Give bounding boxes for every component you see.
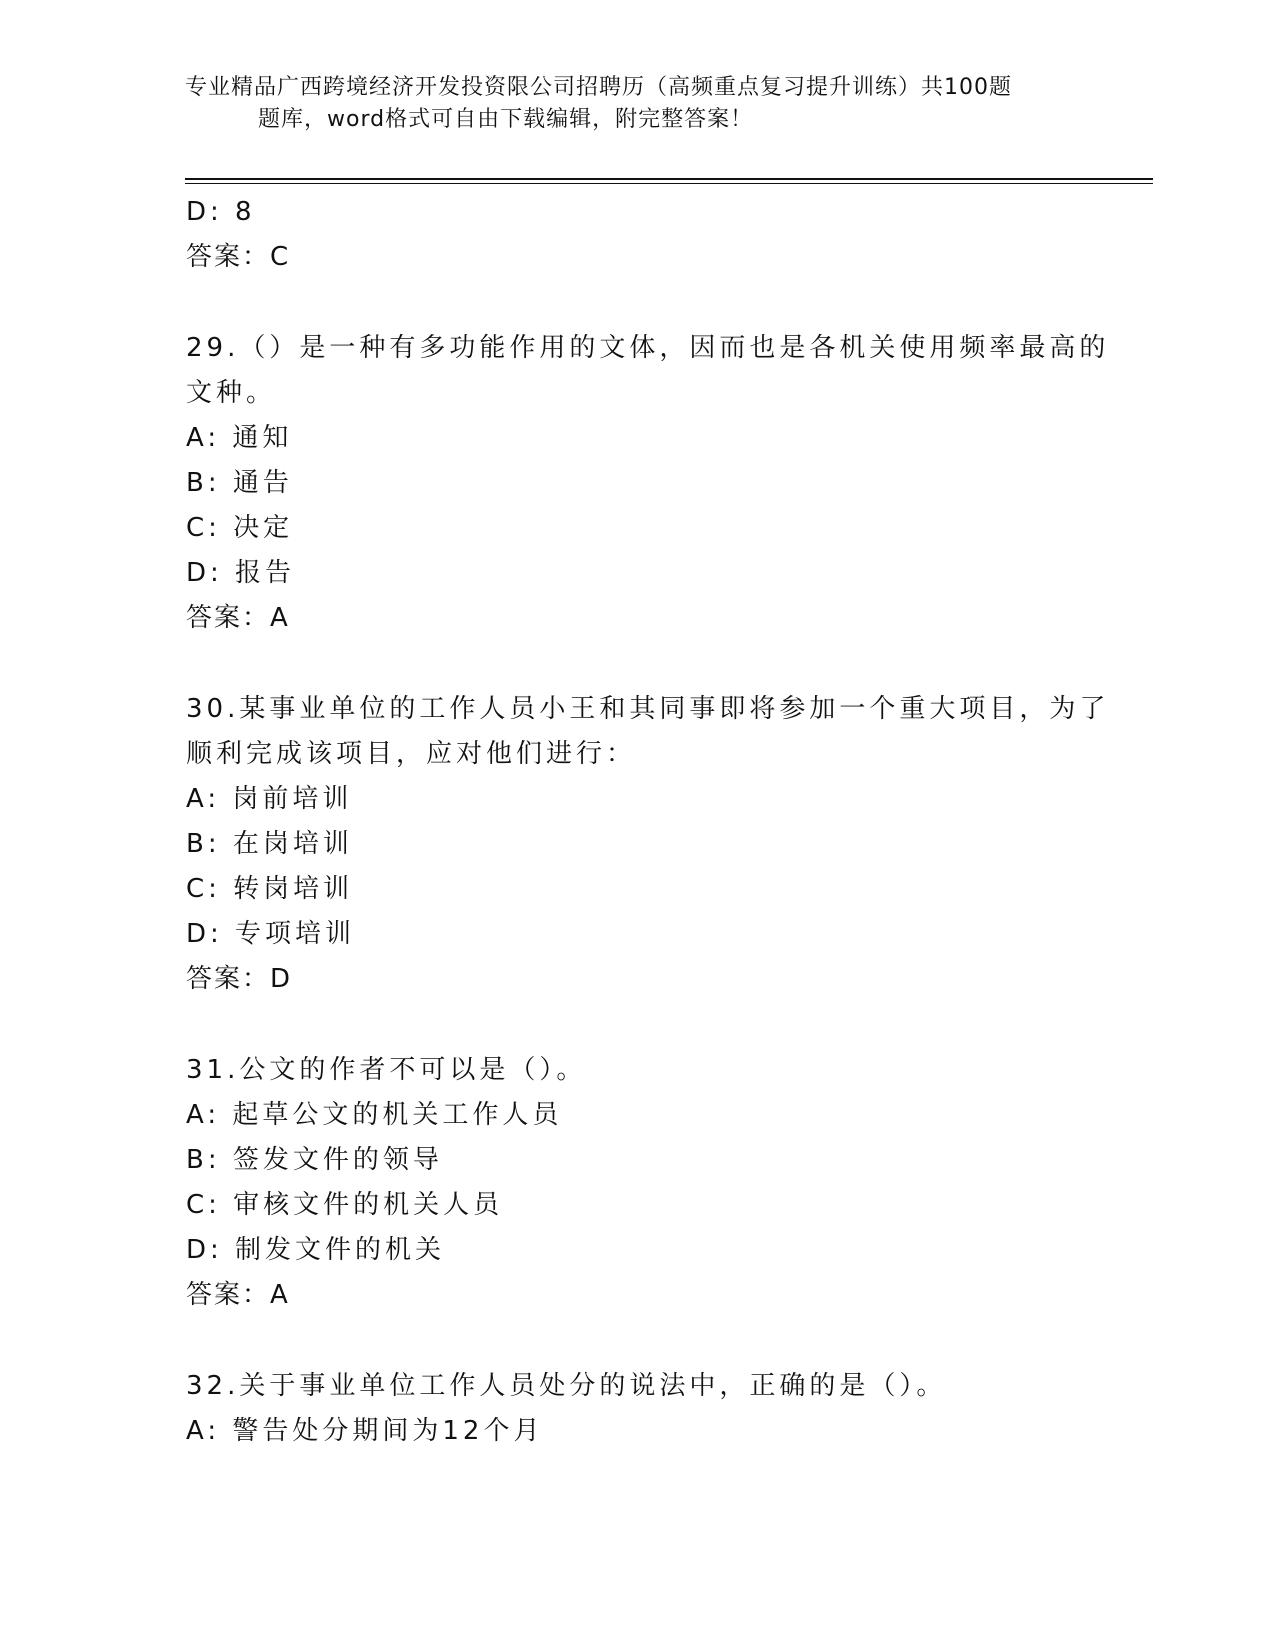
option-c: C: 转岗培训	[186, 874, 354, 904]
option-a: A: 岗前培训	[186, 784, 353, 814]
spacer	[186, 1318, 1086, 1364]
answer-line: 答案：D	[186, 964, 293, 994]
question-stem-line: 32.关于事业单位工作人员处分的说法中，正确的是（）。	[186, 1371, 947, 1401]
header-rule-thin	[185, 183, 1153, 184]
option-c: C: 审核文件的机关人员	[186, 1190, 504, 1220]
answer-line: 答案：A	[186, 1280, 290, 1310]
option-d: D: 8	[186, 197, 256, 227]
option-c: C: 决定	[186, 513, 294, 543]
option-d: D: 专项培训	[186, 919, 356, 949]
header-title-line-1: 专业精品广西跨境经济开发投资限公司招聘历（高频重点复习提升训练）共100题	[185, 75, 1012, 100]
answer-line: 答案：C	[186, 242, 291, 272]
question-32	[186, 1364, 1086, 1454]
question-stem-line: 31.公文的作者不可以是（）。	[186, 1055, 587, 1085]
option-d: D: 制发文件的机关	[186, 1235, 446, 1265]
question-stem-line: 顺利完成该项目，应对他们进行：	[186, 739, 637, 769]
question-stem-line: 30.某事业单位的工作人员小王和其同事即将参加一个重大项目，为了	[186, 694, 1110, 724]
option-a: A: 警告处分期间为12个月	[186, 1416, 544, 1446]
option-b: B: 在岗培训	[186, 829, 353, 859]
question-29	[186, 326, 1110, 641]
spacer	[186, 1002, 1086, 1048]
previous-question-tail	[186, 190, 1086, 280]
question-stem-line: 文种。	[186, 378, 277, 408]
option-a: A: 起草公文的机关工作人员	[186, 1100, 563, 1130]
question-31	[186, 1048, 1086, 1318]
answer-line: 答案：A	[186, 603, 290, 633]
question-30	[186, 687, 1110, 1002]
header-rule-thick	[185, 178, 1153, 180]
page-header	[185, 72, 1085, 136]
header-title-line-2: 题库，word格式可自由下载编辑，附完整答案！	[258, 107, 754, 132]
option-d: D: 报告	[186, 558, 296, 588]
option-b: B: 签发文件的领导	[186, 1145, 443, 1175]
option-a: A: 通知	[186, 423, 293, 453]
question-content	[186, 190, 1110, 1454]
option-b: B: 通告	[186, 468, 293, 498]
question-stem-line: 29.（）是一种有多功能作用的文体，因而也是各机关使用频率最高的	[186, 333, 1110, 363]
spacer	[186, 280, 1086, 326]
spacer	[186, 641, 1086, 687]
